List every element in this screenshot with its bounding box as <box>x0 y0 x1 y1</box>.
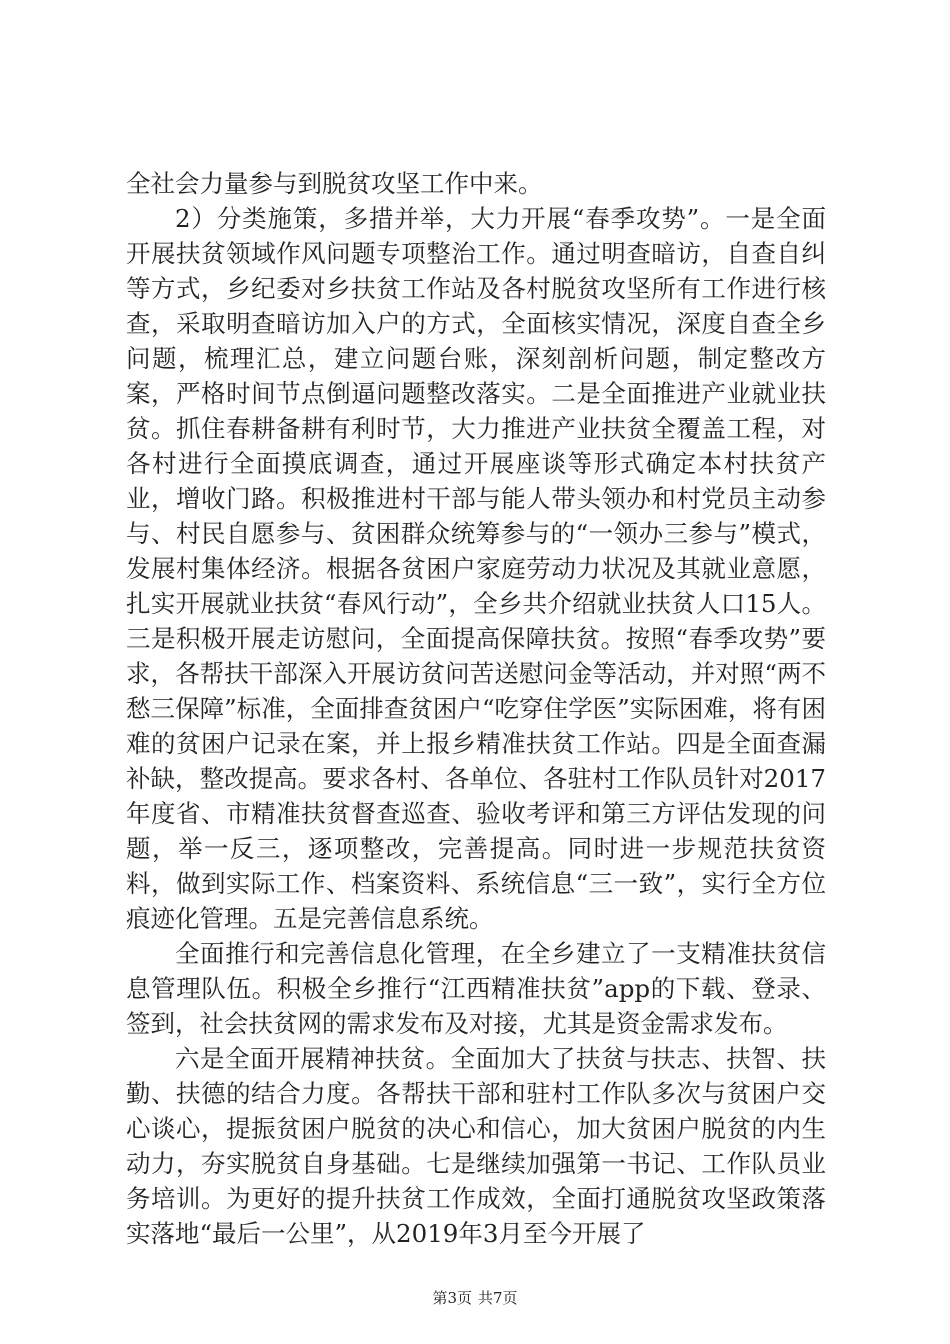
paragraph-2: 2）分类施策，多措并举，大力开展“春季攻势”。一是全面开展扶贫领域作风问题专项整治工作。通过明查暗访，自查自纠等方式，乡纪委对乡扶贫工作站及各村脱贫攻坚所有工作进行核查，采取明查暗访加入户的方式，全面核实情况，深度自查全乡问题，梳理汇总，建立问题台账，深刻剖析问题，制定整改方案，严格时间节点倒逼问题整改落实。二是全面推进产业就业扶贫。抓住春耕备耕有利时节，大力推进产业扶贫全覆盖工程，对各村进行全面摸底调查，通过开展座谈等形式确定本村扶贫产业，增收门路。积极推进村干部与能人带头领办和村党员主动参与、村民自愿参与、贫困群众统筹参与的“一领办三参与”模式，发展村集体经济。根据各贫困户家庭劳动力状况及其就业意愿，扎实开展就业扶贫“春风行动”，全乡共介绍就业扶贫人口15人。三是积极开展走访慰问，全面提高保障扶贫。按照“春季攻势”要求，各帮扶干部深入开展访贫问苦送慰问金等活动，并对照“两不愁三保障”标准，全面排查贫困户“吃穿住学医”实际困难，将有困难的贫困户记录在案，并上报乡精准扶贫工作站。四是全面查漏补缺，整改提高。要求各村、各单位、各驻村工作队员针对2017年度省、市精准扶贫督查巡查、验收考评和第三方评估发现的问题，举一反三，逐项整改，完善提高。同时进一步规范扶贫资料，做到实际工作、档案资料、系统信息“三一致”，实行全方位痕迹化管理。五是完善信息系统。 <box>126 204 826 933</box>
paragraph-1: 全社会力量参与到脱贫攻坚工作中来。 <box>126 169 543 198</box>
page-footer <box>0 1288 950 1308</box>
paragraph-4: 六是全面开展精神扶贫。全面加大了扶贫与扶志、扶智、扶勤、扶德的结合力度。各帮扶干部和驻村工作队多次与贫困户交心谈心，提振贫困户脱贫的决心和信心，加大贫困户脱贫的内生动力，夯实脱贫自身基础。七是继续加强第一书记、工作队员业务培训。为更好的提升扶贫工作成效，全面打通脱贫攻坚政策落实落地“最后一公里”，从2019年3月至今开展了 <box>126 1044 826 1248</box>
paragraph-3: 全面推行和完善信息化管理，在全乡建立了一支精准扶贫信息管理队伍。积极全乡推行“江西精准扶贫”app的下载、登录、签到，社会扶贫网的需求发布及对接，尤其是资金需求发布。 <box>126 939 826 1038</box>
page-total: 共7页 <box>478 1289 518 1307</box>
document-body <box>126 166 826 1251</box>
page-number: 第3页 <box>432 1289 472 1307</box>
